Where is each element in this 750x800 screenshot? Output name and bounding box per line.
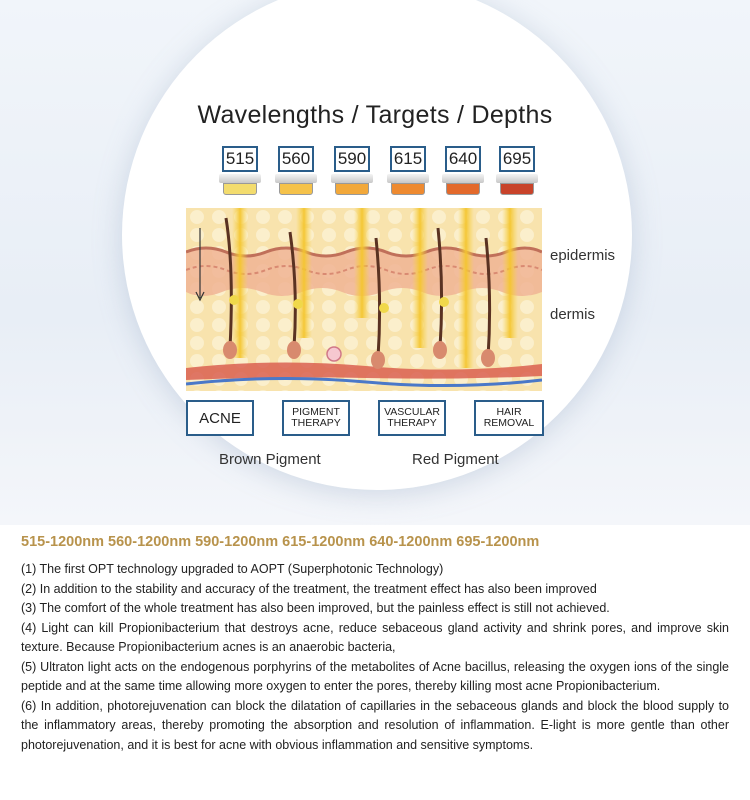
wavelength-695: 695 bbox=[499, 146, 535, 172]
wavelength-615: 615 bbox=[390, 146, 426, 172]
wavelength-ranges-headline: 515-1200nm 560-1200nm 590-1200nm 615-1200nm 640-1200nm 695-1200nm bbox=[21, 534, 540, 550]
point-6: (6) In addition, photorejuvenation can block the dilatation of capillaries in the sebaceous glands and block the blood supply to the inflammatory areas, thereby promoting the absorption and resolution of inflammation. E-light is more gentle than other photorejuvenation, and it is best for acne with obvious inflammation and sensitive symptoms. bbox=[21, 698, 729, 752]
dermis-label: dermis bbox=[550, 306, 596, 323]
target-acne: ACNE bbox=[186, 400, 254, 436]
filter-615-icon bbox=[387, 174, 429, 196]
wavelength-640: 640 bbox=[445, 146, 481, 172]
filter-560-icon bbox=[275, 174, 317, 196]
filter-590-icon bbox=[331, 174, 373, 196]
point-4: (4) Light can kill Propionibacterium that destroys acne, reduce sebaceous gland activity and shrink pores, and improve skin texture. Because Propionibacterium acnes is an anaerobic bacteria, bbox=[21, 620, 729, 654]
filter-695-icon bbox=[496, 174, 538, 196]
filter-515-icon bbox=[219, 174, 261, 196]
description-list bbox=[21, 560, 729, 755]
target-vascular-therapy: VASCULAR THERAPY bbox=[378, 400, 446, 436]
target-pigment-therapy: PIGMENT THERAPY bbox=[282, 400, 350, 436]
point-2: (2) In addition to the stability and accuracy of the treatment, the treatment effect has also been improved bbox=[21, 581, 597, 596]
target-hair-removal: HAIR REMOVAL bbox=[474, 400, 544, 436]
skin-cross-section-illustration bbox=[186, 208, 542, 391]
epidermis-label: epidermis bbox=[550, 247, 616, 264]
brown-pigment-label: Brown Pigment bbox=[219, 451, 321, 468]
filter-640-icon bbox=[442, 174, 484, 196]
wavelength-560: 560 bbox=[278, 146, 314, 172]
red-pigment-label: Red Pigment bbox=[412, 451, 499, 468]
diagram-title: Wavelengths / Targets / Depths bbox=[197, 101, 553, 129]
wavelength-515: 515 bbox=[222, 146, 258, 172]
point-3: (3) The comfort of the whole treatment has also been improved, but the painless effect is still not achieved. bbox=[21, 601, 610, 615]
wavelength-590: 590 bbox=[334, 146, 370, 172]
point-5: (5) Ultraton light acts on the endogenous porphyrins of the metabolites of Acne bacillus, releasing the oxygen ions of the single peptide and at the same time allowing more oxygen to enter the pores, thereby killing most acne Propionibacterium. bbox=[21, 659, 729, 693]
point-1: (1) The first OPT technology upgraded to AOPT (Superphotonic Technology) bbox=[21, 562, 444, 576]
